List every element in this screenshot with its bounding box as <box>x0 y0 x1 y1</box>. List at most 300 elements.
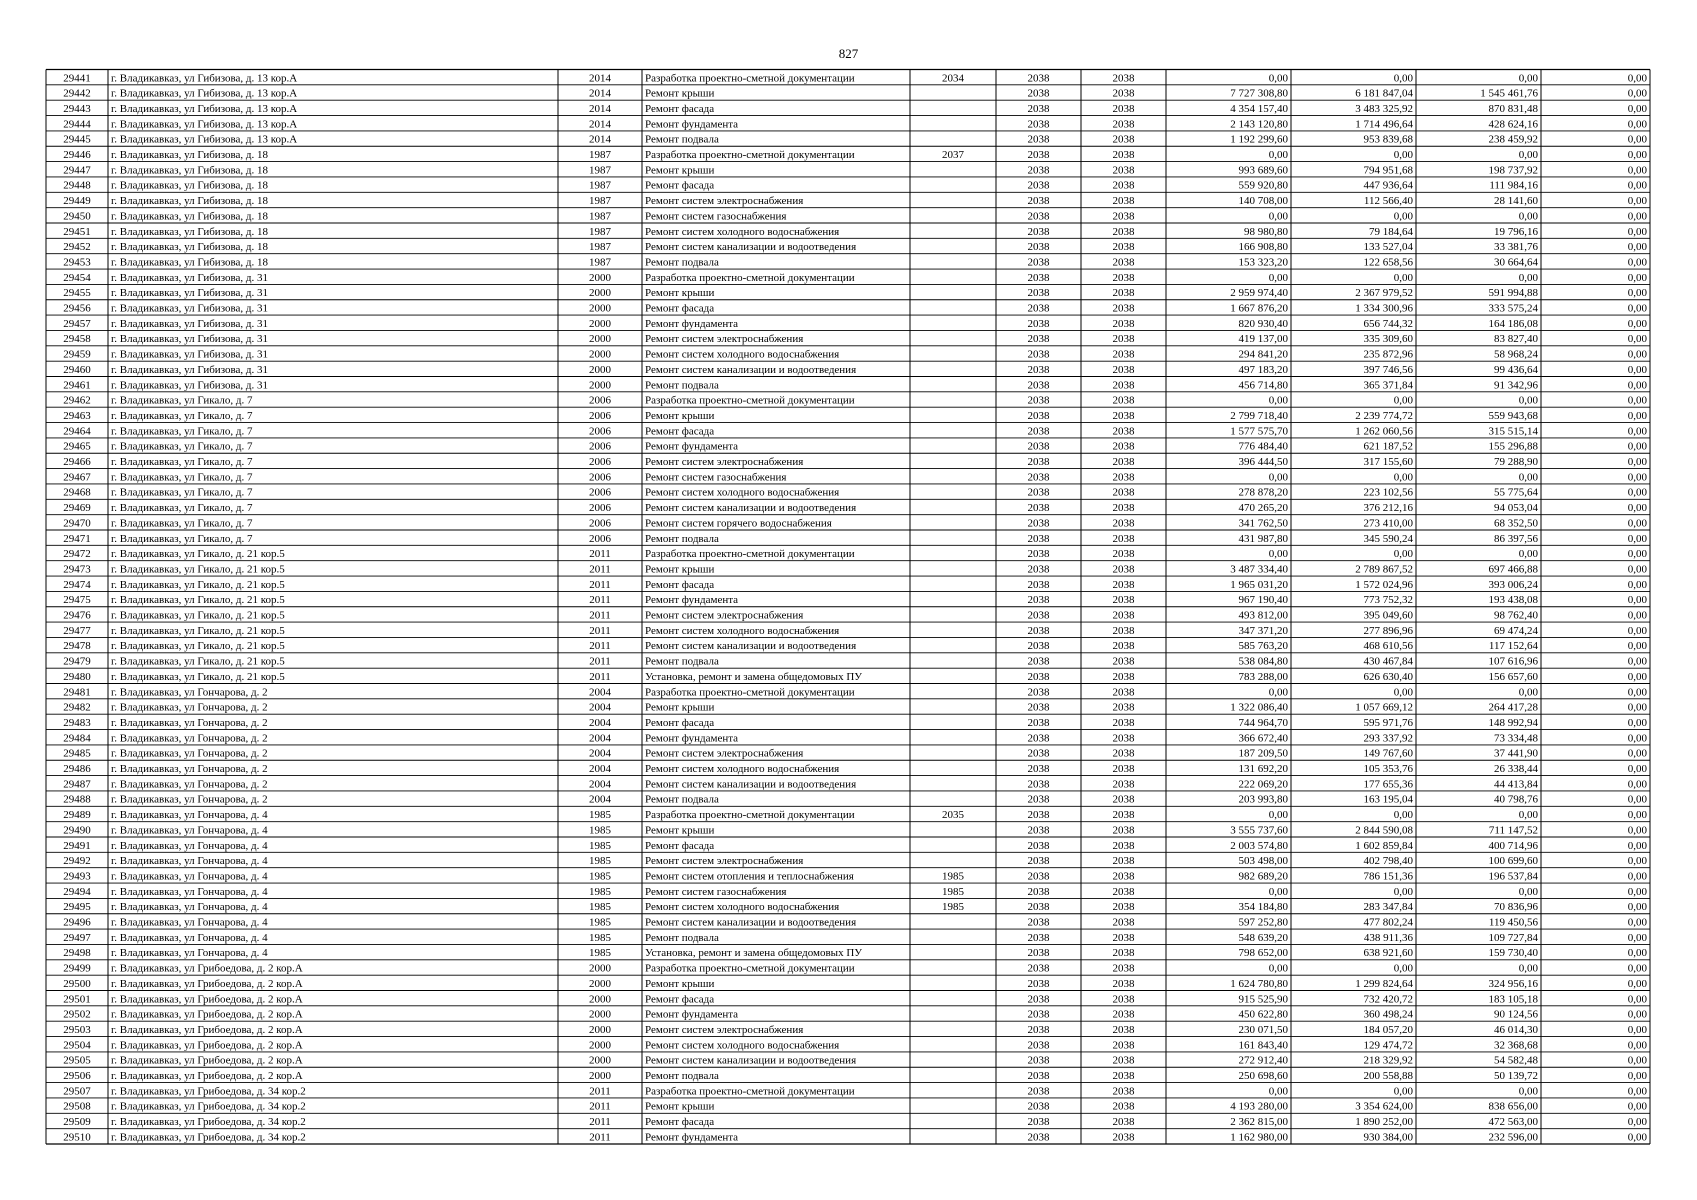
cell-year-start: 2038 <box>1027 133 1050 146</box>
cell-year-start: 2038 <box>1027 102 1050 115</box>
cell-year-end: 2038 <box>1112 1008 1135 1021</box>
cell-work-type: Ремонт фундамента <box>645 440 739 453</box>
cell-year-start: 2038 <box>1027 471 1050 484</box>
cell-year-end: 2038 <box>1112 747 1135 760</box>
table-row <box>63 579 1647 591</box>
cell-work-type: Ремонт систем горячего водоснабжения <box>645 517 832 530</box>
cell-address: г. Владикавказ, ул Гибизова, д. 18 <box>111 179 268 192</box>
cell-year-start: 2038 <box>1027 686 1050 699</box>
cell-owner-share: 32 368,68 <box>1494 1039 1538 1052</box>
table-row <box>63 963 1647 975</box>
cell-other: 0,00 <box>1627 225 1647 238</box>
cell-total-cost: 982 689,20 <box>1238 870 1288 883</box>
cell-fund-share: 638 921,60 <box>1363 947 1413 960</box>
cell-year-end: 2038 <box>1112 394 1135 407</box>
cell-year-built: 2011 <box>589 1085 611 1098</box>
cell-year-built: 2004 <box>589 716 611 729</box>
cell-year-start: 2038 <box>1027 87 1050 100</box>
cell-work-type: Установка, ремонт и замена общедомовых ПУ <box>645 947 863 960</box>
cell-address: г. Владикавказ, ул Гончарова, д. 4 <box>111 855 268 868</box>
table-row <box>63 395 1647 407</box>
cell-year-built: 1987 <box>589 195 611 208</box>
cell-year-start: 2038 <box>1027 747 1050 760</box>
cell-other: 0,00 <box>1627 640 1647 653</box>
cell-total-cost: 2 799 718,40 <box>1230 409 1288 422</box>
cell-owner-share: 46 014,30 <box>1494 1023 1538 1036</box>
cell-year-built: 2000 <box>589 977 611 990</box>
cell-other: 0,00 <box>1627 701 1647 714</box>
cell-year-end: 2038 <box>1112 624 1135 637</box>
cell-year-planned: 2037 <box>942 149 964 161</box>
cell-number: 29461 <box>63 379 91 392</box>
cell-address: г. Владикавказ, ул Гончарова, д. 2 <box>111 716 268 729</box>
cell-fund-share: 438 911,36 <box>1363 931 1413 944</box>
cell-number: 29473 <box>63 563 91 576</box>
cell-owner-share: 0,00 <box>1518 548 1538 561</box>
cell-year-start: 2038 <box>1027 72 1050 85</box>
cell-work-type: Ремонт подвала <box>645 256 719 269</box>
cell-fund-share: 773 752,32 <box>1363 594 1413 607</box>
cell-year-end: 2038 <box>1112 670 1135 683</box>
cell-total-cost: 187 209,50 <box>1238 747 1288 760</box>
table-row <box>63 241 1647 253</box>
cell-work-type: Ремонт подвала <box>645 133 719 146</box>
cell-year-built: 2000 <box>589 363 611 376</box>
cell-fund-share: 2 789 867,52 <box>1355 563 1413 576</box>
table-row <box>63 1024 1647 1036</box>
cell-fund-share: 2 367 979,52 <box>1355 287 1413 300</box>
cell-year-built: 2000 <box>589 302 611 315</box>
cell-year-end: 2038 <box>1112 1070 1135 1082</box>
cell-owner-share: 28 141,60 <box>1494 195 1538 208</box>
cell-owner-share: 0,00 <box>1518 271 1538 284</box>
cell-number: 29476 <box>63 609 91 622</box>
table-row <box>63 840 1647 852</box>
cell-total-cost: 1 322 086,40 <box>1230 701 1288 714</box>
cell-number: 29466 <box>63 456 91 468</box>
cell-fund-share: 1 572 024,96 <box>1355 578 1413 591</box>
cell-owner-share: 69 474,24 <box>1494 624 1538 637</box>
cell-year-start: 2038 <box>1027 394 1050 407</box>
cell-year-built: 2006 <box>589 502 611 515</box>
cell-year-start: 2038 <box>1027 1039 1050 1052</box>
cell-fund-share: 293 337,92 <box>1363 732 1413 745</box>
cell-address: г. Владикавказ, ул Грибоедова, д. 2 кор.А <box>111 1008 303 1021</box>
cell-year-end: 2038 <box>1112 977 1135 990</box>
table-row <box>63 1085 1647 1097</box>
table-row <box>63 686 1647 698</box>
cell-total-cost: 1 162 980,00 <box>1230 1131 1288 1144</box>
cell-number: 29449 <box>63 195 91 208</box>
cell-owner-share: 156 657,60 <box>1488 670 1538 683</box>
cell-other: 0,00 <box>1627 548 1647 561</box>
cell-total-cost: 744 964,70 <box>1238 716 1288 729</box>
cell-number: 29474 <box>63 578 91 591</box>
cell-year-built: 1985 <box>589 855 611 868</box>
cell-total-cost: 450 622,80 <box>1238 1008 1288 1021</box>
table-row <box>63 333 1647 345</box>
cell-work-type: Ремонт фасада <box>645 425 715 438</box>
cell-address: г. Владикавказ, ул Гибизова, д. 31 <box>111 317 268 330</box>
cell-address: г. Владикавказ, ул Грибоедова, д. 2 кор.А <box>111 993 303 1006</box>
cell-other: 0,00 <box>1627 732 1647 745</box>
cell-fund-share: 2 239 774,72 <box>1355 409 1413 422</box>
cell-total-cost: 1 965 031,20 <box>1230 578 1288 591</box>
cell-work-type: Ремонт фасада <box>645 578 715 591</box>
cell-other: 0,00 <box>1627 947 1647 960</box>
cell-year-end: 2038 <box>1112 548 1135 561</box>
cell-other: 0,00 <box>1627 931 1647 944</box>
cell-address: г. Владикавказ, ул Гикало, д. 7 <box>111 502 253 515</box>
cell-total-cost: 2 959 974,40 <box>1230 287 1288 300</box>
cell-owner-share: 393 006,24 <box>1488 578 1538 591</box>
cell-work-type: Ремонт систем газоснабжения <box>645 210 787 223</box>
cell-number: 29446 <box>63 149 91 161</box>
table-row <box>63 72 1647 84</box>
cell-number: 29448 <box>63 179 91 192</box>
cell-work-type: Ремонт систем электроснабжения <box>645 1023 804 1036</box>
cell-fund-share: 0,00 <box>1393 885 1413 898</box>
cell-owner-share: 0,00 <box>1518 962 1538 975</box>
cell-address: г. Владикавказ, ул Гикало, д. 7 <box>111 440 253 453</box>
cell-fund-share: 149 767,60 <box>1363 747 1413 760</box>
cell-year-end: 2038 <box>1112 118 1135 131</box>
cell-other: 0,00 <box>1627 256 1647 269</box>
cell-year-built: 2011 <box>589 640 611 653</box>
cell-total-cost: 993 689,60 <box>1238 164 1288 177</box>
cell-year-end: 2038 <box>1112 716 1135 729</box>
cell-work-type: Ремонт систем канализации и водоотведения <box>645 778 857 791</box>
cell-owner-share: 94 053,04 <box>1494 502 1538 515</box>
cell-fund-share: 621 187,52 <box>1363 440 1413 453</box>
cell-fund-share: 626 630,40 <box>1363 670 1413 683</box>
cell-address: г. Владикавказ, ул Гикало, д. 21 кор.5 <box>111 609 285 622</box>
cell-fund-share: 105 353,76 <box>1363 763 1413 775</box>
cell-number: 29482 <box>63 701 91 714</box>
cell-year-start: 2038 <box>1027 732 1050 745</box>
cell-year-end: 2038 <box>1112 363 1135 376</box>
cell-work-type: Ремонт фасада <box>645 993 715 1006</box>
cell-other: 0,00 <box>1627 824 1647 837</box>
cell-year-start: 2038 <box>1027 517 1050 530</box>
cell-year-built: 2006 <box>589 517 611 530</box>
cell-total-cost: 431 987,80 <box>1238 532 1288 545</box>
cell-owner-share: 0,00 <box>1518 885 1538 898</box>
cell-fund-share: 283 347,84 <box>1363 901 1413 914</box>
cell-work-type: Ремонт подвала <box>645 655 719 668</box>
cell-number: 29510 <box>63 1131 91 1144</box>
table-row <box>63 1070 1647 1082</box>
cell-year-built: 2004 <box>589 747 611 760</box>
cell-year-end: 2038 <box>1112 1054 1135 1067</box>
table-row <box>63 379 1647 391</box>
cell-total-cost: 0,00 <box>1268 149 1288 161</box>
cell-owner-share: 0,00 <box>1518 72 1538 85</box>
cell-year-built: 2004 <box>589 793 611 806</box>
cell-year-end: 2038 <box>1112 241 1135 254</box>
cell-year-built: 1985 <box>589 931 611 944</box>
cell-year-start: 2038 <box>1027 271 1050 284</box>
cell-fund-share: 223 102,56 <box>1363 486 1413 499</box>
cell-other: 0,00 <box>1627 348 1647 361</box>
cell-address: г. Владикавказ, ул Гончарова, д. 2 <box>111 763 268 775</box>
cell-year-start: 2038 <box>1027 302 1050 315</box>
cell-fund-share: 218 329,92 <box>1363 1054 1413 1067</box>
table-row <box>63 164 1647 176</box>
cell-number: 29472 <box>63 548 91 561</box>
cell-address: г. Владикавказ, ул Гончарова, д. 4 <box>111 916 268 929</box>
cell-total-cost: 497 183,20 <box>1238 363 1288 376</box>
cell-other: 0,00 <box>1627 179 1647 192</box>
cell-total-cost: 354 184,80 <box>1238 901 1288 914</box>
cell-address: г. Владикавказ, ул Гончарова, д. 4 <box>111 809 268 822</box>
cell-owner-share: 117 152,64 <box>1488 640 1538 653</box>
cell-year-built: 2000 <box>589 993 611 1006</box>
cell-address: г. Владикавказ, ул Гончарова, д. 2 <box>111 778 268 791</box>
cell-year-built: 2011 <box>589 655 611 668</box>
cell-work-type: Ремонт фундамента <box>645 594 739 607</box>
cell-fund-share: 200 558,88 <box>1363 1070 1413 1082</box>
cell-year-planned: 2034 <box>942 72 964 85</box>
cell-number: 29462 <box>63 394 91 407</box>
cell-year-start: 2038 <box>1027 947 1050 960</box>
cell-year-end: 2038 <box>1112 686 1135 699</box>
cell-other: 0,00 <box>1627 624 1647 637</box>
cell-year-end: 2038 <box>1112 502 1135 515</box>
cell-address: г. Владикавказ, ул Гибизова, д. 31 <box>111 302 268 315</box>
cell-owner-share: 70 836,96 <box>1494 901 1538 914</box>
cell-fund-share: 122 658,56 <box>1363 256 1413 269</box>
cell-work-type: Ремонт фасада <box>645 302 715 315</box>
cell-address: г. Владикавказ, ул Гончарова, д. 4 <box>111 839 268 852</box>
cell-year-end: 2038 <box>1112 1100 1135 1113</box>
cell-address: г. Владикавказ, ул Грибоедова, д. 34 кор.2 <box>111 1085 306 1098</box>
cell-number: 29509 <box>63 1116 91 1129</box>
cell-total-cost: 798 652,00 <box>1238 947 1288 960</box>
cell-other: 0,00 <box>1627 686 1647 699</box>
cell-year-end: 2038 <box>1112 778 1135 791</box>
cell-year-end: 2038 <box>1112 947 1135 960</box>
cell-other: 0,00 <box>1627 916 1647 929</box>
cell-year-end: 2038 <box>1112 379 1135 392</box>
cell-year-start: 2038 <box>1027 164 1050 177</box>
cell-number: 29451 <box>63 225 91 238</box>
cell-number: 29504 <box>63 1039 91 1052</box>
cell-owner-share: 711 147,52 <box>1488 824 1538 837</box>
cell-year-built: 2006 <box>589 425 611 438</box>
cell-number: 29502 <box>63 1008 91 1021</box>
cell-owner-share: 264 417,28 <box>1488 701 1538 714</box>
cell-fund-share: 953 839,68 <box>1363 133 1413 146</box>
cell-other: 0,00 <box>1627 471 1647 484</box>
table-row <box>63 640 1647 652</box>
cell-other: 0,00 <box>1627 578 1647 591</box>
table-row <box>63 425 1647 437</box>
cell-work-type: Ремонт крыши <box>645 409 715 422</box>
cell-work-type: Ремонт фасада <box>645 179 715 192</box>
cell-owner-share: 559 943,68 <box>1488 409 1538 422</box>
cell-address: г. Владикавказ, ул Грибоедова, д. 2 кор.А <box>111 1023 303 1036</box>
cell-total-cost: 820 930,40 <box>1238 317 1288 330</box>
table-row <box>63 610 1647 622</box>
cell-total-cost: 1 577 575,70 <box>1230 425 1288 438</box>
cell-total-cost: 419 137,00 <box>1238 333 1288 346</box>
cell-other: 0,00 <box>1627 425 1647 438</box>
table-row <box>63 287 1647 299</box>
cell-year-built: 2000 <box>589 379 611 392</box>
cell-owner-share: 0,00 <box>1518 394 1538 407</box>
cell-year-end: 2038 <box>1112 793 1135 806</box>
cell-year-built: 2011 <box>589 548 611 561</box>
cell-owner-share: 324 956,16 <box>1488 977 1538 990</box>
cell-other: 0,00 <box>1627 409 1647 422</box>
cell-year-end: 2038 <box>1112 425 1135 438</box>
cell-year-start: 2038 <box>1027 655 1050 668</box>
cell-fund-share: 0,00 <box>1393 809 1413 822</box>
cell-number: 29455 <box>63 287 91 300</box>
table-row <box>63 1116 1647 1128</box>
cell-total-cost: 1 192 299,60 <box>1230 133 1288 146</box>
cell-year-end: 2038 <box>1112 210 1135 223</box>
cell-work-type: Ремонт подвала <box>645 1070 719 1082</box>
cell-year-built: 2000 <box>589 348 611 361</box>
table-row <box>63 88 1647 100</box>
cell-total-cost: 1 667 876,20 <box>1230 302 1288 315</box>
cell-owner-share: 232 596,00 <box>1488 1131 1538 1144</box>
cell-number: 29452 <box>63 241 91 254</box>
cell-other: 0,00 <box>1627 195 1647 208</box>
cell-work-type: Ремонт систем холодного водоснабжения <box>645 348 840 361</box>
cell-total-cost: 3 487 334,40 <box>1230 563 1288 576</box>
cell-fund-share: 129 474,72 <box>1363 1039 1413 1052</box>
cell-other: 0,00 <box>1627 133 1647 146</box>
cell-other: 0,00 <box>1627 102 1647 115</box>
cell-fund-share: 402 798,40 <box>1363 855 1413 868</box>
cell-year-built: 2000 <box>589 333 611 346</box>
cell-year-end: 2038 <box>1112 133 1135 146</box>
cell-number: 29443 <box>63 102 91 115</box>
cell-year-end: 2038 <box>1112 532 1135 545</box>
cell-year-built: 2000 <box>589 271 611 284</box>
cell-work-type: Ремонт систем канализации и водоотведения <box>645 916 857 929</box>
cell-owner-share: 79 288,90 <box>1494 456 1538 468</box>
cell-address: г. Владикавказ, ул Гикало, д. 21 кор.5 <box>111 578 285 591</box>
cell-number: 29506 <box>63 1070 91 1082</box>
cell-address: г. Владикавказ, ул Гибизова, д. 13 кор.А <box>111 102 298 115</box>
cell-owner-share: 472 563,00 <box>1488 1116 1538 1129</box>
cell-number: 29470 <box>63 517 91 530</box>
cell-fund-share: 184 057,20 <box>1363 1023 1413 1036</box>
cell-year-start: 2038 <box>1027 839 1050 852</box>
cell-work-type: Ремонт крыши <box>645 977 715 990</box>
cell-year-start: 2038 <box>1027 425 1050 438</box>
cell-address: г. Владикавказ, ул Гончарова, д. 4 <box>111 824 268 837</box>
cell-fund-share: 360 498,24 <box>1363 1008 1413 1021</box>
cell-other: 0,00 <box>1627 901 1647 914</box>
cell-total-cost: 153 323,20 <box>1238 256 1288 269</box>
cell-year-end: 2038 <box>1112 72 1135 85</box>
cell-year-end: 2038 <box>1112 855 1135 868</box>
cell-year-planned: 1985 <box>942 901 964 914</box>
cell-total-cost: 131 692,20 <box>1238 763 1288 775</box>
cell-year-start: 2038 <box>1027 901 1050 914</box>
cell-total-cost: 98 980,80 <box>1244 225 1288 238</box>
cell-year-built: 2011 <box>589 578 611 591</box>
cell-year-end: 2038 <box>1112 409 1135 422</box>
cell-fund-share: 1 714 496,64 <box>1355 118 1413 131</box>
cell-owner-share: 91 342,96 <box>1494 379 1538 392</box>
cell-year-start: 2038 <box>1027 793 1050 806</box>
cell-year-built: 2011 <box>589 1100 611 1113</box>
cell-year-start: 2038 <box>1027 701 1050 714</box>
cell-address: г. Владикавказ, ул Гикало, д. 21 кор.5 <box>111 548 285 561</box>
cell-year-start: 2038 <box>1027 778 1050 791</box>
cell-address: г. Владикавказ, ул Гибизова, д. 31 <box>111 363 268 376</box>
cell-total-cost: 396 444,50 <box>1238 456 1288 468</box>
cell-other: 0,00 <box>1627 1131 1647 1144</box>
cell-year-start: 2038 <box>1027 532 1050 545</box>
table-row <box>63 993 1647 1005</box>
cell-total-cost: 0,00 <box>1268 1085 1288 1098</box>
cell-owner-share: 40 798,76 <box>1494 793 1538 806</box>
cell-total-cost: 0,00 <box>1268 394 1288 407</box>
cell-other: 0,00 <box>1627 486 1647 499</box>
cell-work-type: Ремонт систем отопления и теплоснабжения <box>645 870 854 883</box>
cell-owner-share: 90 124,56 <box>1494 1008 1538 1021</box>
table-row <box>63 702 1647 714</box>
cell-work-type: Ремонт систем канализации и водоотведения <box>645 363 857 376</box>
cell-year-end: 2038 <box>1112 931 1135 944</box>
cell-total-cost: 559 920,80 <box>1238 179 1288 192</box>
cell-other: 0,00 <box>1627 594 1647 607</box>
table-row <box>63 134 1647 146</box>
cell-number: 29480 <box>63 670 91 683</box>
cell-work-type: Ремонт подвала <box>645 931 719 944</box>
cell-fund-share: 365 371,84 <box>1363 379 1413 392</box>
table-row <box>63 226 1647 238</box>
cell-total-cost: 538 084,80 <box>1238 655 1288 668</box>
cell-total-cost: 0,00 <box>1268 210 1288 223</box>
cell-year-built: 1985 <box>589 916 611 929</box>
cell-owner-share: 155 296,88 <box>1488 440 1538 453</box>
cell-year-start: 2038 <box>1027 287 1050 300</box>
cell-owner-share: 33 381,76 <box>1494 241 1538 254</box>
cell-year-end: 2038 <box>1112 317 1135 330</box>
cell-owner-share: 198 737,92 <box>1488 164 1538 177</box>
cell-year-built: 2000 <box>589 1008 611 1021</box>
cell-total-cost: 0,00 <box>1268 809 1288 822</box>
cell-address: г. Владикавказ, ул Гикало, д. 21 кор.5 <box>111 594 285 607</box>
cell-fund-share: 345 590,24 <box>1363 532 1413 545</box>
cell-fund-share: 1 262 060,56 <box>1355 425 1413 438</box>
cell-address: г. Владикавказ, ул Грибоедова, д. 34 кор.2 <box>111 1131 306 1144</box>
cell-other: 0,00 <box>1627 394 1647 407</box>
cell-total-cost: 493 812,00 <box>1238 609 1288 622</box>
cell-number: 29447 <box>63 164 91 177</box>
cell-address: г. Владикавказ, ул Гикало, д. 7 <box>111 456 253 468</box>
cell-other: 0,00 <box>1627 993 1647 1006</box>
cell-work-type: Ремонт систем холодного водоснабжения <box>645 225 840 238</box>
cell-year-built: 2014 <box>589 133 611 146</box>
cell-work-type: Ремонт систем газоснабжения <box>645 471 787 484</box>
cell-owner-share: 119 450,56 <box>1488 916 1538 929</box>
cell-total-cost: 776 484,40 <box>1238 440 1288 453</box>
cell-number: 29497 <box>63 931 91 944</box>
cell-number: 29483 <box>63 716 91 729</box>
cell-year-end: 2038 <box>1112 1039 1135 1052</box>
cell-year-end: 2038 <box>1112 824 1135 837</box>
cell-other: 0,00 <box>1627 1008 1647 1021</box>
